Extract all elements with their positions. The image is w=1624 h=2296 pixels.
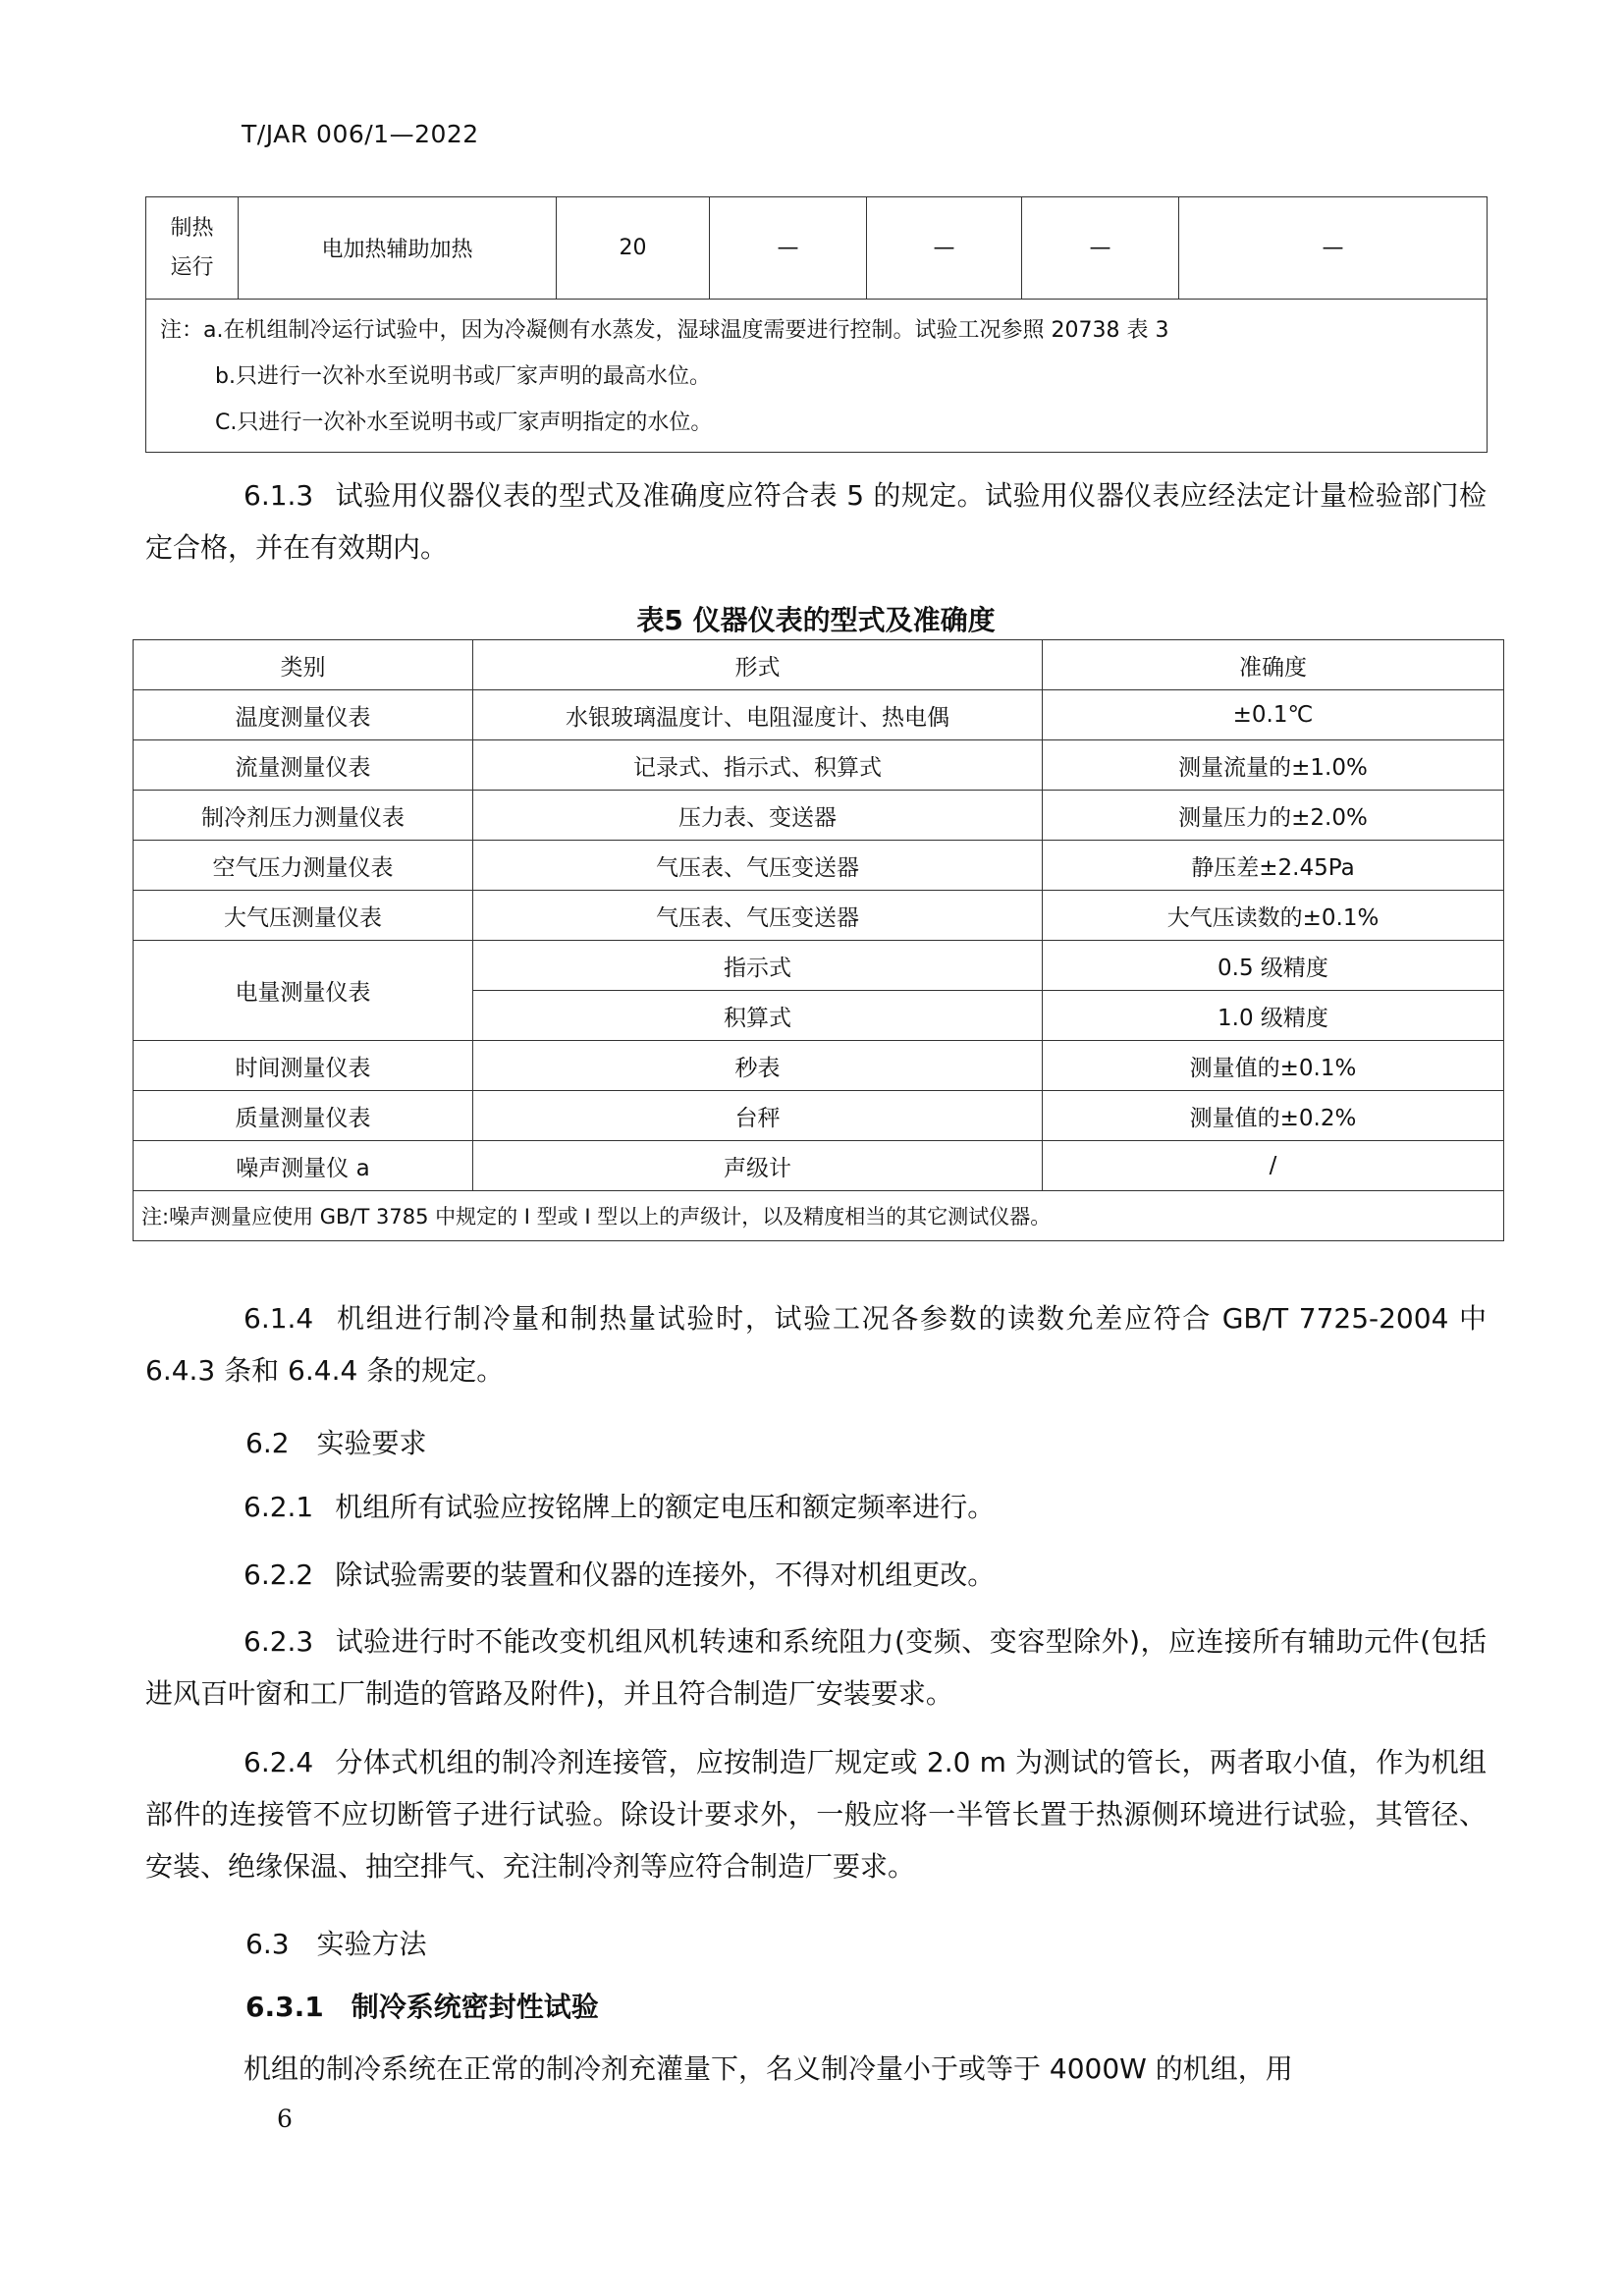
table-row xyxy=(134,891,1504,941)
value-cell: — xyxy=(710,197,867,300)
condition-cell: 电加热辅助加热 xyxy=(239,197,557,300)
table-row xyxy=(134,841,1504,891)
form-cell: 气压表、气压变送器 xyxy=(473,841,1043,891)
section-title: 实验要求 xyxy=(316,1427,427,1459)
category-cell: 大气压测量仪表 xyxy=(134,891,473,941)
category-cell: 时间测量仪表 xyxy=(134,1041,473,1091)
section-heading-6-2 xyxy=(245,1422,427,1461)
clause-6-2-1 xyxy=(145,1481,1487,1533)
clause-text: 试验进行时不能改变机组风机转速和系统阻力(变频、变容型除外)，应连接所有辅助元件(包括进风百叶窗和工厂制造的管路及附件)，并且符合制造厂安装要求。 xyxy=(145,1625,1487,1710)
value-cell: — xyxy=(867,197,1022,300)
clause-6-1-4 xyxy=(145,1292,1487,1396)
form-cell: 秒表 xyxy=(473,1041,1043,1091)
table-row xyxy=(146,197,1488,300)
section-number: 6.3.1 xyxy=(245,1991,324,2023)
table-row xyxy=(134,1141,1504,1191)
form-cell: 积算式 xyxy=(473,991,1043,1041)
form-cell: 指示式 xyxy=(473,941,1043,991)
note-a: 注：a.在机组制冷运行试验中，因为冷凝侧有水蒸发，湿球温度需要进行控制。试验工况参照 20738 表 3 xyxy=(160,318,1169,343)
clause-text: 机组所有试验应按铭牌上的额定电压和额定频率进行。 xyxy=(335,1491,996,1523)
column-header: 准确度 xyxy=(1043,640,1504,690)
form-cell: 压力表、变送器 xyxy=(473,791,1043,841)
note-b: b.只进行一次补水至说明书或厂家声明的最高水位。 xyxy=(215,364,711,389)
accuracy-cell: 大气压读数的±0.1% xyxy=(1043,891,1504,941)
clause-text: 试验用仪器仪表的型式及准确度应符合表 5 的规定。试验用仪器仪表应经法定计量检验部门检定合格，并在有效期内。 xyxy=(145,479,1487,564)
form-cell: 台秤 xyxy=(473,1091,1043,1141)
section-number: 6.3 xyxy=(245,1928,290,1960)
category-cell: 质量测量仪表 xyxy=(134,1091,473,1141)
mode-line-2: 运行 xyxy=(170,254,214,280)
standard-code: T/JAR 006/1—2022 xyxy=(242,120,479,148)
clause-number: 6.2.1 xyxy=(244,1491,314,1523)
accuracy-cell: 0.5 级精度 xyxy=(1043,941,1504,991)
form-cell: 气压表、气压变送器 xyxy=(473,891,1043,941)
table-row xyxy=(134,791,1504,841)
table-row xyxy=(134,1041,1504,1091)
clause-6-2-3 xyxy=(145,1615,1487,1720)
table-row xyxy=(134,740,1504,791)
accuracy-cell: 测量值的±0.1% xyxy=(1043,1041,1504,1091)
category-cell: 噪声测量仪 a xyxy=(134,1141,473,1191)
value-cell: 20 xyxy=(557,197,710,300)
section-title: 制冷系统密封性试验 xyxy=(351,1991,599,2023)
accuracy-cell: 静压差±2.45Pa xyxy=(1043,841,1504,891)
clause-number: 6.2.2 xyxy=(244,1558,314,1591)
clause-6-2-4 xyxy=(145,1736,1487,1892)
accuracy-cell: 1.0 级精度 xyxy=(1043,991,1504,1041)
table-row xyxy=(134,941,1504,991)
category-cell: 温度测量仪表 xyxy=(134,690,473,740)
clause-number: 6.1.3 xyxy=(244,479,314,512)
table-note-row xyxy=(134,1191,1504,1241)
table4-notes xyxy=(146,300,1488,453)
table5-caption: 表5 仪器仪表的型式及准确度 xyxy=(636,604,996,636)
column-header: 形式 xyxy=(473,640,1043,690)
table-row xyxy=(134,690,1504,740)
clause-number: 6.2.4 xyxy=(244,1746,314,1778)
accuracy-cell: 测量流量的±1.0% xyxy=(1043,740,1504,791)
section-heading-6-3-1 xyxy=(245,1986,599,2025)
clause-6-2-2 xyxy=(145,1549,1487,1601)
form-cell: 水银玻璃温度计、电阻湿度计、热电偶 xyxy=(473,690,1043,740)
mode-line-1: 制热 xyxy=(170,215,214,241)
clause-text: 除试验需要的装置和仪器的连接外，不得对机组更改。 xyxy=(335,1558,996,1591)
clause-text: 机组进行制冷量和制热量试验时，试验工况各参数的读数允差应符合 GB/T 7725-2004 中 6.4.3 条和 6.4.4 条的规定。 xyxy=(145,1302,1487,1387)
accuracy-cell: ±0.1℃ xyxy=(1043,690,1504,740)
accuracy-cell: 测量值的±0.2% xyxy=(1043,1091,1504,1141)
column-header: 类别 xyxy=(134,640,473,690)
accuracy-cell: 测量压力的±2.0% xyxy=(1043,791,1504,841)
accuracy-cell: / xyxy=(1043,1141,1504,1191)
page-number: 6 xyxy=(277,2105,293,2133)
clause-number: 6.2.3 xyxy=(244,1625,314,1658)
category-cell: 空气压力测量仪表 xyxy=(134,841,473,891)
clause-6-3-1-body: 机组的制冷系统在正常的制冷剂充灌量下，名义制冷量小于或等于 4000W 的机组，用 xyxy=(244,2052,1293,2085)
form-cell: 记录式、指示式、积算式 xyxy=(473,740,1043,791)
category-cell: 流量测量仪表 xyxy=(134,740,473,791)
table5-note: 注:噪声测量应使用 GB/T 3785 中规定的 I 型或 I 型以上的声级计，以及精度相当的其它测试仪器。 xyxy=(134,1191,1504,1241)
table4-continuation xyxy=(145,196,1488,453)
form-cell: 声级计 xyxy=(473,1141,1043,1191)
note-c: C.只进行一次补水至说明书或厂家声明指定的水位。 xyxy=(215,410,713,435)
category-cell: 电量测量仪表 xyxy=(134,941,473,1041)
clause-6-1-3 xyxy=(145,469,1487,574)
table-row xyxy=(134,1091,1504,1141)
section-title: 实验方法 xyxy=(316,1928,427,1960)
section-number: 6.2 xyxy=(245,1427,290,1459)
value-cell: — xyxy=(1022,197,1179,300)
clause-text: 分体式机组的制冷剂连接管，应按制造厂规定或 2.0 m 为测试的管长，两者取小值，作为机组部件的连接管不应切断管子进行试验。除设计要求外，一般应将一半管长置于热源侧环境进行试验，其管径、安装、绝缘保温、抽空排气、充注制冷剂等应符合制造厂要求。 xyxy=(145,1746,1487,1883)
value-cell: — xyxy=(1179,197,1488,300)
table-header-row xyxy=(134,640,1504,690)
table5-instruments xyxy=(133,639,1504,1241)
mode-cell xyxy=(146,197,239,300)
table-note-row xyxy=(146,300,1488,453)
section-heading-6-3 xyxy=(245,1923,427,1962)
clause-number: 6.1.4 xyxy=(244,1302,314,1335)
category-cell: 制冷剂压力测量仪表 xyxy=(134,791,473,841)
